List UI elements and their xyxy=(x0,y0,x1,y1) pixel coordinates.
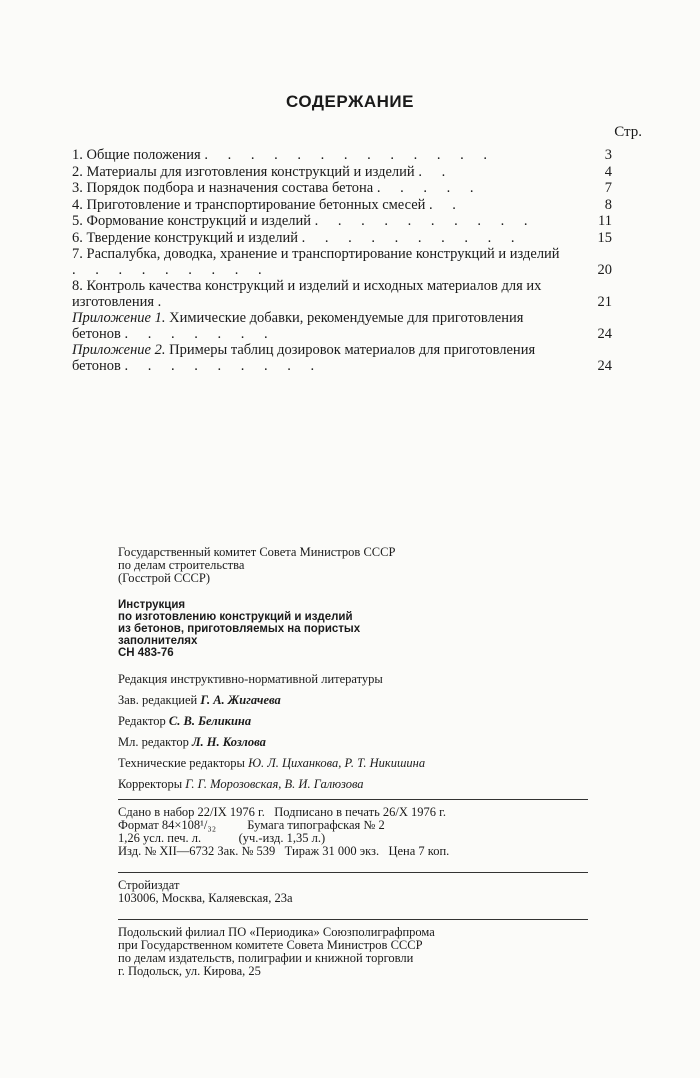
print-detail-line: Сдано в набор 22/IX 1976 г. Подписано в печать 26/X 1976 г. xyxy=(118,805,447,819)
printer-block xyxy=(118,926,588,978)
toc-entry-page: 8 xyxy=(604,196,612,213)
print-detail-line: 1,26 усл. печ. л. (уч.-изд. 1,35 л.) xyxy=(118,831,326,845)
toc-entry-text: 5. Формование конструкций и изделий xyxy=(72,213,312,229)
toc-entry-page: 7 xyxy=(604,180,612,196)
page-title: СОДЕРЖАНИЕ xyxy=(286,92,414,111)
toc-entry-text: 7. Распалубка, доводка, хранение и транспортирование конструкций и изделий xyxy=(72,246,560,262)
table-of-contents xyxy=(72,148,612,375)
book-title-line: из бетонов, приготовляемых на пористых xyxy=(118,623,361,635)
committee-line: (Госстрой СССР) xyxy=(118,571,211,585)
print-details xyxy=(118,806,588,858)
toc-entry-text: 2. Материалы для изготовления конструкций и изделий xyxy=(72,163,415,180)
book-title-line: заполнителях xyxy=(118,635,198,647)
editor-name: С. В. Беликина xyxy=(168,714,252,728)
toc-entry: 3. Порядок подбора и назначения состава бетона . . . . . 7 xyxy=(72,180,612,196)
publisher-block xyxy=(118,879,588,905)
divider xyxy=(118,872,588,873)
printer-line: при Государственном комитете Совета Министров СССР xyxy=(118,938,423,952)
toc-entry-text: 1. Общие положения xyxy=(72,147,201,163)
book-title-block xyxy=(118,599,588,659)
toc-entry-page: 3 xyxy=(604,147,612,163)
toc-entry: 6. Твердение конструкций и изделий . . . . . . . . . . 15 xyxy=(72,229,612,246)
toc-entry-page: 4 xyxy=(604,163,612,180)
publisher-address: 103006, Москва, Каляевская, 23а xyxy=(118,891,293,905)
toc-entry-text: 6. Твердение конструкций и изделий xyxy=(72,229,298,246)
committee-line: Государственный комитет Совета Министров СССР xyxy=(118,545,396,559)
printer-line: г. Подольск, ул. Кирова, 25 xyxy=(118,964,261,978)
toc-appendix-label: Приложение 2. xyxy=(72,342,166,358)
printer-line: по делам издательств, полиграфии и книжной торговли xyxy=(118,951,414,965)
toc-entry-text: 3. Порядок подбора и назначения состава бетона xyxy=(72,180,374,196)
toc-entry: 7. Распалубка, доводка, хранение и транспортирование конструкций и изделий . . . . . . . . . 20 xyxy=(72,246,612,278)
toc-entry-page: 20 xyxy=(597,261,612,278)
toc-appendix-label: Приложение 1. xyxy=(72,310,166,326)
editor-line: Редактор С. В. Беликина xyxy=(118,714,252,728)
print-detail-line: Формат 84×108¹/₃₂ Бумага типографская № 2 xyxy=(118,818,385,832)
toc-entry: 2. Материалы для изготовления конструкций и изделий . . 4 xyxy=(72,163,612,180)
committee-block xyxy=(118,546,588,585)
book-code: СН 483-76 xyxy=(118,647,174,659)
junior-editor-name: Л. Н. Козлова xyxy=(191,735,266,749)
junior-editor-line: Мл. редактор Л. Н. Козлова xyxy=(118,735,266,749)
toc-entry: Приложение 1. Химические добавки, рекомендуемые для приготовления бетонов . . . . . . . 24 xyxy=(72,310,612,342)
toc-entry: 4. Приготовление и транспортирование бетонных смесей . . 8 xyxy=(72,196,612,213)
toc-entry: 5. Формование конструкций и изделий . . . . . . . . . . 11 xyxy=(72,213,612,229)
toc-entry-text: 4. Приготовление и транспортирование бетонных смесей xyxy=(72,196,426,213)
book-title-line: по изготовлению конструкций и изделий xyxy=(118,611,353,623)
committee-line: по делам строительства xyxy=(118,558,245,572)
toc-entry-page: 15 xyxy=(597,229,612,246)
proofreaders-names: Г. Г. Морозовская, В. И. Галюзова xyxy=(185,777,364,791)
toc-entry: 8. Контроль качества конструкций и изделий и исходных материалов для их изготовления . 21 xyxy=(72,278,612,310)
toc-entry-text: 8. Контроль качества конструкций и изделий и исходных материалов для их изготовления xyxy=(72,278,542,310)
divider xyxy=(118,919,588,920)
publisher-name: Стройиздат xyxy=(118,878,180,892)
proofreaders-line: Корректоры Г. Г. Морозовская, В. И. Галюзова xyxy=(118,777,364,791)
toc-entry: Приложение 2. Примеры таблиц дозировок материалов для приготовления бетонов . . . . . . . . . 24 xyxy=(72,342,612,374)
print-detail-line: Изд. № XII—6732 Зак. № 539 Тираж 31 000 экз. Цена 7 коп. xyxy=(118,844,450,858)
toc-entry-text: Химические добавки, рекомендуемые для приготовления бетонов xyxy=(72,310,524,342)
tech-editors-line: Технические редакторы Ю. Л. Циханкова, Р. Т. Никишина xyxy=(118,756,426,770)
head-editor-name: Г. А. Жигачева xyxy=(200,693,281,707)
toc-entry-page: 21 xyxy=(597,293,612,310)
toc-entry: 1. Общие положения . . . . . . . . . . . . . 3 xyxy=(72,147,612,163)
divider xyxy=(118,799,588,800)
toc-entry-text: Примеры таблиц дозировок материалов для приготовления бетонов xyxy=(72,342,536,374)
editorial-office: Редакция инструктивно-нормативной литературы xyxy=(118,672,383,686)
toc-entry-page: 11 xyxy=(598,213,612,229)
toc-entry-page: 24 xyxy=(597,325,612,342)
page-column-label: Стр. xyxy=(614,124,642,140)
book-title-line: Инструкция xyxy=(118,599,186,611)
toc-entry-page: 24 xyxy=(597,357,612,374)
printer-line: Подольский филиал ПО «Периодика» Союзполиграфпрома xyxy=(118,925,435,939)
tech-editors-names: Ю. Л. Циханкова, Р. Т. Никишина xyxy=(248,756,426,770)
imprint-block xyxy=(118,546,588,978)
head-editor-line: Зав. редакцией Г. А. Жигачева xyxy=(118,693,281,707)
